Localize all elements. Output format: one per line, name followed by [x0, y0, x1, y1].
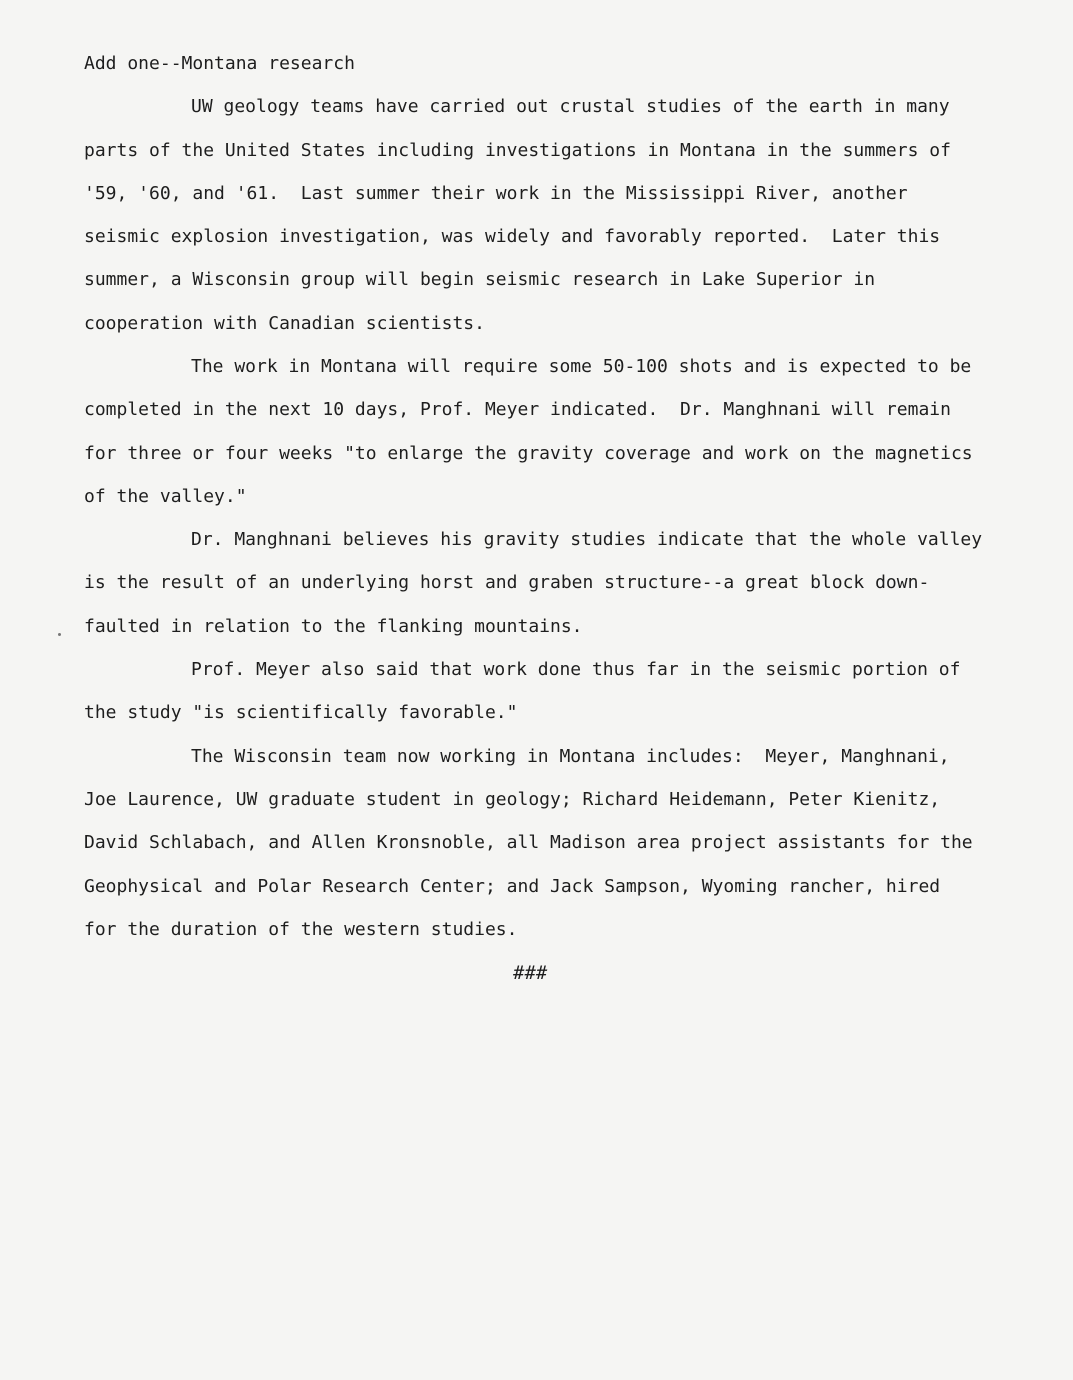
paragraph-line: for three or four weeks "to enlarge the gravity coverage and work on the magnetics: [84, 443, 973, 464]
end-mark: ###: [513, 962, 548, 984]
paragraph-line: The work in Montana will require some 50-100 shots and is expected to be: [191, 356, 972, 377]
paper-speck: [58, 633, 61, 636]
document-heading: Add one--Montana research: [84, 53, 355, 74]
paragraph-line: Joe Laurence, UW graduate student in geology; Richard Heidemann, Peter Kienitz,: [84, 789, 941, 810]
paragraph-line: of the valley.": [84, 486, 247, 507]
paragraph-line: for the duration of the western studies.: [84, 919, 518, 940]
paragraph-line: Dr. Manghnani believes his gravity studies indicate that the whole valley: [191, 529, 983, 550]
paragraph-line: UW geology teams have carried out crustal studies of the earth in many: [191, 96, 950, 117]
paragraph-line: parts of the United States including investigations in Montana in the summers of: [84, 140, 951, 161]
paragraph-line: Prof. Meyer also said that work done thus far in the seismic portion of: [191, 659, 961, 680]
paragraph-line: cooperation with Canadian scientists.: [84, 313, 485, 334]
paragraph-line: faulted in relation to the flanking mountains.: [84, 616, 583, 637]
paragraph-line: is the result of an underlying horst and graben structure--a great block down-: [84, 572, 930, 593]
paragraph-line: David Schlabach, and Allen Kronsnoble, all Madison area project assistants for the: [84, 832, 973, 853]
paragraph-line: completed in the next 10 days, Prof. Meyer indicated. Dr. Manghnani will remain: [84, 399, 951, 420]
paragraph-line: seismic explosion investigation, was widely and favorably reported. Later this: [84, 226, 941, 247]
paragraph-line: summer, a Wisconsin group will begin seismic research in Lake Superior in: [84, 269, 876, 290]
paragraph-line: '59, '60, and '61. Last summer their work in the Mississippi River, another: [84, 183, 908, 204]
paragraph-line: Geophysical and Polar Research Center; and Jack Sampson, Wyoming rancher, hired: [84, 876, 941, 897]
paragraph-line: the study "is scientifically favorable.": [84, 702, 518, 723]
paragraph-line: The Wisconsin team now working in Montana includes: Meyer, Manghnani,: [191, 746, 950, 767]
